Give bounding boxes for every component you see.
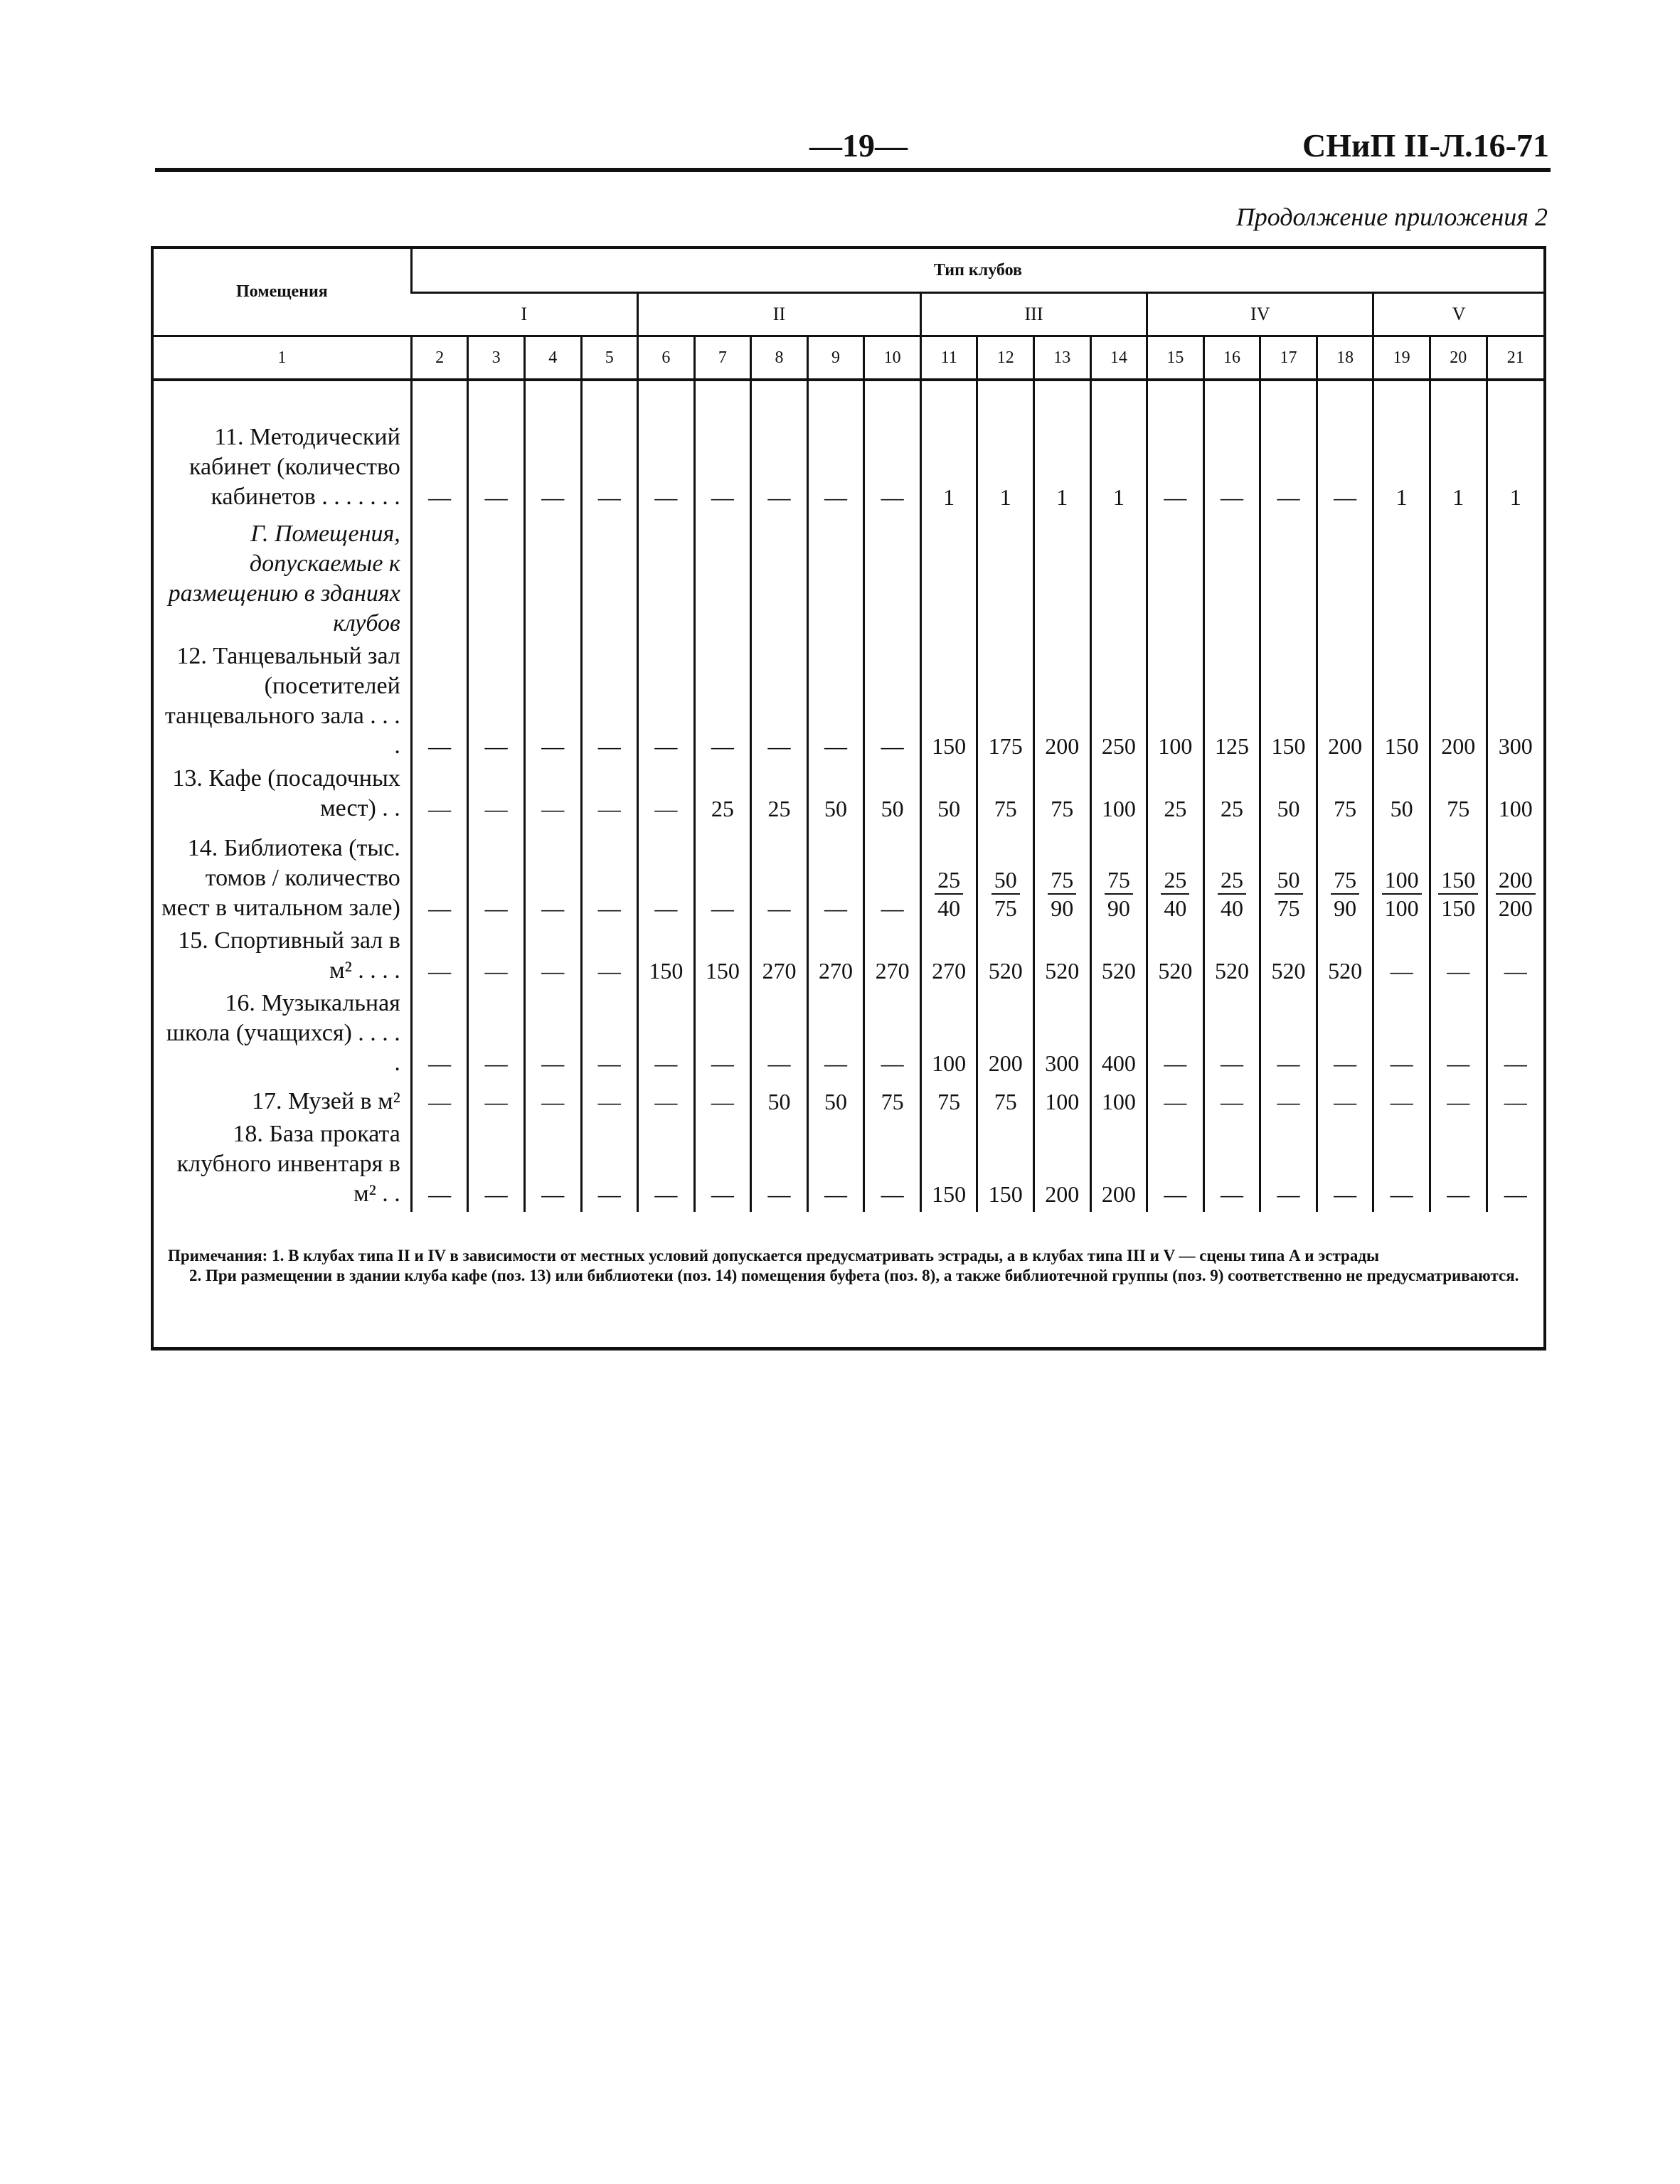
value-cell: 50: [807, 764, 864, 826]
value-cell: 150: [920, 641, 977, 764]
table-row: [154, 826, 1543, 926]
empty-cell: [1430, 515, 1487, 641]
value-cell: —: [468, 1119, 525, 1212]
value-cell: 100: [1090, 764, 1147, 826]
value-cell: —: [864, 641, 921, 764]
column-number: 16: [1203, 336, 1260, 380]
value-cell: —: [1373, 926, 1430, 989]
value-cell: —: [581, 764, 638, 826]
rooms-column-header: Помещения: [154, 249, 411, 336]
value-cell: —: [411, 989, 468, 1081]
value-cell: [1317, 826, 1373, 926]
value-cell: [1203, 826, 1260, 926]
value-cell: [1260, 826, 1317, 926]
fraction-denominator: 75: [1277, 895, 1300, 921]
value-cell: 400: [1090, 989, 1147, 1081]
value-cell: —: [468, 826, 525, 926]
column-number: 1: [154, 336, 411, 380]
empty-cell: [638, 515, 695, 641]
fraction-numerator: 25: [1218, 866, 1246, 895]
value-cell: —: [1147, 989, 1204, 1081]
value-cell: 75: [864, 1081, 921, 1119]
value-cell: 25: [1147, 764, 1204, 826]
value-cell: —: [751, 1119, 808, 1212]
column-number: 8: [751, 336, 808, 380]
value-cell: —: [524, 764, 581, 826]
value-cell: —: [468, 380, 525, 515]
value-cell: —: [694, 1119, 751, 1212]
value-cell: 520: [1260, 926, 1317, 989]
value-cell: 100: [1034, 1081, 1091, 1119]
value-cell: 1: [977, 380, 1034, 515]
value-cell: —: [1487, 1119, 1543, 1212]
club-type-header: V: [1373, 293, 1543, 336]
value-cell: —: [1430, 926, 1487, 989]
value-cell: —: [638, 380, 695, 515]
value-cell: 50: [920, 764, 977, 826]
value-cell: 150: [638, 926, 695, 989]
value-cell: —: [807, 989, 864, 1081]
value-cell: 1: [1090, 380, 1147, 515]
column-number: 3: [468, 336, 525, 380]
column-number: 5: [581, 336, 638, 380]
value-cell: 75: [1034, 764, 1091, 826]
value-cell: —: [1260, 1119, 1317, 1212]
note-1: Примечания: 1. В клубах типа II и IV в зависимости от местных условий допускается предусматривать эстрады, а в клубах типа III и V — сцены типа А и эстрады: [168, 1247, 1379, 1264]
column-number: 20: [1430, 336, 1487, 380]
value-cell: —: [694, 826, 751, 926]
value-cell: —: [581, 1081, 638, 1119]
value-cell: —: [638, 826, 695, 926]
empty-cell: [1203, 515, 1260, 641]
fraction-denominator: 90: [1334, 895, 1357, 921]
value-cell: —: [1373, 1081, 1430, 1119]
value-cell: —: [1430, 1081, 1487, 1119]
fraction: [991, 866, 1020, 922]
value-cell: —: [638, 989, 695, 1081]
table-row: [154, 1119, 1543, 1212]
value-cell: —: [524, 826, 581, 926]
value-cell: —: [1317, 1081, 1373, 1119]
column-number: 12: [977, 336, 1034, 380]
empty-cell: [524, 515, 581, 641]
table-row: [154, 764, 1543, 826]
fraction: [1496, 866, 1536, 922]
value-cell: —: [524, 1081, 581, 1119]
value-cell: —: [1147, 1119, 1204, 1212]
value-cell: 25: [751, 764, 808, 826]
rooms-table: [154, 249, 1543, 1212]
value-cell: [977, 826, 1034, 926]
club-type-header: II: [638, 293, 921, 336]
value-cell: —: [1317, 989, 1373, 1081]
value-cell: 200: [1317, 641, 1373, 764]
fraction-numerator: 75: [1331, 866, 1359, 895]
fraction-numerator: 200: [1496, 866, 1536, 895]
empty-cell: [1260, 515, 1317, 641]
value-cell: —: [411, 641, 468, 764]
column-number: 13: [1034, 336, 1091, 380]
value-cell: —: [1430, 989, 1487, 1081]
value-cell: —: [1260, 380, 1317, 515]
value-cell: —: [864, 989, 921, 1081]
fraction-numerator: 150: [1438, 866, 1478, 895]
value-cell: 520: [1034, 926, 1091, 989]
value-cell: —: [864, 380, 921, 515]
value-cell: 520: [977, 926, 1034, 989]
value-cell: [1487, 826, 1543, 926]
empty-cell: [977, 515, 1034, 641]
value-cell: 25: [694, 764, 751, 826]
column-number: 21: [1487, 336, 1543, 380]
notes: [168, 1246, 1519, 1286]
value-cell: 250: [1090, 641, 1147, 764]
value-cell: 520: [1203, 926, 1260, 989]
value-cell: —: [468, 926, 525, 989]
room-name: 16. Музыкальная школа (учащихся) . . . . .: [166, 990, 400, 1076]
value-cell: —: [581, 989, 638, 1081]
column-number: 17: [1260, 336, 1317, 380]
empty-cell: [468, 515, 525, 641]
value-cell: —: [581, 1119, 638, 1212]
value-cell: —: [694, 380, 751, 515]
value-cell: 150: [977, 1119, 1034, 1212]
fraction: [1382, 866, 1422, 922]
value-cell: —: [807, 826, 864, 926]
value-cell: 100: [1487, 764, 1543, 826]
value-cell: —: [468, 764, 525, 826]
room-name: 14. Библиотека (тыс. томов / количество мест в читальном зале): [161, 835, 400, 921]
value-cell: 1: [1034, 380, 1091, 515]
header-rule: [155, 168, 1551, 172]
table-body: [154, 380, 1543, 1212]
fraction-numerator: 75: [1048, 866, 1076, 895]
value-cell: 75: [977, 764, 1034, 826]
value-cell: —: [411, 764, 468, 826]
column-numbers-row: [154, 336, 1543, 380]
value-cell: —: [807, 380, 864, 515]
table-row: [154, 989, 1543, 1081]
fraction-denominator: 90: [1107, 895, 1130, 921]
value-cell: 175: [977, 641, 1034, 764]
value-cell: —: [638, 641, 695, 764]
value-cell: —: [468, 641, 525, 764]
club-type-header: III: [920, 293, 1147, 336]
value-cell: 50: [864, 764, 921, 826]
table-row: [154, 515, 1543, 641]
value-cell: 200: [1430, 641, 1487, 764]
table-row: [154, 380, 1543, 515]
empty-cell: [1147, 515, 1204, 641]
value-cell: —: [411, 926, 468, 989]
value-cell: 300: [1034, 989, 1091, 1081]
value-cell: —: [1373, 989, 1430, 1081]
table-row: [154, 926, 1543, 989]
empty-cell: [694, 515, 751, 641]
page-number: —19—: [809, 127, 908, 164]
value-cell: [1430, 826, 1487, 926]
table-row: [154, 1081, 1543, 1119]
value-cell: —: [1487, 926, 1543, 989]
value-cell: —: [411, 826, 468, 926]
value-cell: [1034, 826, 1091, 926]
value-cell: —: [807, 1119, 864, 1212]
column-number: 10: [864, 336, 921, 380]
fraction-denominator: 40: [1220, 895, 1243, 921]
value-cell: [920, 826, 977, 926]
fraction: [1275, 866, 1303, 922]
value-cell: 520: [1147, 926, 1204, 989]
value-cell: —: [581, 826, 638, 926]
value-cell: 520: [1090, 926, 1147, 989]
value-cell: —: [1487, 989, 1543, 1081]
value-cell: [1090, 826, 1147, 926]
fraction-numerator: 50: [991, 866, 1020, 895]
note-2: 2. При размещении в здании клуба кафе (поз. 13) или библиотеки (поз. 14) помещения буфета (поз. 8), а также библиотечной группы (поз. 9) соответственно не предусматриваются.: [189, 1267, 1519, 1284]
fraction-numerator: 50: [1275, 866, 1303, 895]
value-cell: 100: [1147, 641, 1204, 764]
value-cell: —: [411, 1081, 468, 1119]
value-cell: —: [1317, 380, 1373, 515]
value-cell: —: [1203, 380, 1260, 515]
column-number: 19: [1373, 336, 1430, 380]
value-cell: 270: [920, 926, 977, 989]
value-cell: 75: [1317, 764, 1373, 826]
value-cell: —: [1373, 1119, 1430, 1212]
section-heading: Г. Помещения, допускаемые к размещению в зданиях клубов: [168, 521, 400, 636]
fraction-numerator: 100: [1382, 866, 1422, 895]
value-cell: 150: [920, 1119, 977, 1212]
value-cell: 150: [1373, 641, 1430, 764]
empty-cell: [751, 515, 808, 641]
column-number: 2: [411, 336, 468, 380]
value-cell: 150: [1260, 641, 1317, 764]
value-cell: —: [1203, 1119, 1260, 1212]
document-code: СНиП II-Л.16-71: [1302, 127, 1549, 164]
value-cell: —: [1430, 1119, 1487, 1212]
room-name: 13. Кафе (посадочных мест) . .: [172, 765, 400, 821]
empty-cell: [1487, 515, 1543, 641]
value-cell: —: [1260, 989, 1317, 1081]
value-cell: —: [411, 1119, 468, 1212]
fraction-denominator: 200: [1498, 895, 1533, 921]
value-cell: —: [1203, 1081, 1260, 1119]
fraction: [935, 866, 963, 922]
value-cell: 100: [920, 989, 977, 1081]
value-cell: 150: [694, 926, 751, 989]
value-cell: 1: [1373, 380, 1430, 515]
value-cell: 200: [1034, 641, 1091, 764]
column-number: 14: [1090, 336, 1147, 380]
value-cell: 520: [1317, 926, 1373, 989]
value-cell: —: [524, 926, 581, 989]
fraction-denominator: 40: [1164, 895, 1187, 921]
fraction: [1218, 866, 1246, 922]
value-cell: —: [581, 926, 638, 989]
value-cell: —: [694, 1081, 751, 1119]
column-number: 15: [1147, 336, 1204, 380]
fraction: [1161, 866, 1189, 922]
value-cell: 200: [1090, 1119, 1147, 1212]
empty-cell: [581, 515, 638, 641]
value-cell: —: [581, 380, 638, 515]
value-cell: 75: [1430, 764, 1487, 826]
room-name: 18. База проката клубного инвентаря в м² . .: [176, 1121, 400, 1207]
value-cell: 25: [1203, 764, 1260, 826]
room-name: 15. Спортивный зал в м² . . . .: [178, 927, 400, 984]
value-cell: —: [751, 380, 808, 515]
value-cell: 300: [1487, 641, 1543, 764]
value-cell: —: [1317, 1119, 1373, 1212]
value-cell: —: [694, 641, 751, 764]
continuation-label: Продолжение приложения 2: [1235, 203, 1548, 231]
value-cell: —: [524, 1119, 581, 1212]
column-number: 9: [807, 336, 864, 380]
value-cell: 100: [1090, 1081, 1147, 1119]
value-cell: —: [1260, 1081, 1317, 1119]
room-name: 12. Танцевальный зал (посетителей танцевального зала . . . .: [164, 643, 400, 759]
fraction: [1331, 866, 1359, 922]
value-cell: —: [411, 380, 468, 515]
value-cell: 1: [1430, 380, 1487, 515]
fraction-denominator: 75: [994, 895, 1017, 921]
value-cell: —: [1147, 1081, 1204, 1119]
fraction: [1048, 866, 1076, 922]
fraction-denominator: 40: [937, 895, 961, 921]
empty-cell: [1317, 515, 1373, 641]
value-cell: —: [1487, 1081, 1543, 1119]
value-cell: —: [864, 826, 921, 926]
value-cell: —: [638, 1081, 695, 1119]
column-number: 7: [694, 336, 751, 380]
value-cell: —: [1203, 989, 1260, 1081]
value-cell: 270: [864, 926, 921, 989]
room-name: 17. Музей в м²: [251, 1088, 400, 1114]
value-cell: 125: [1203, 641, 1260, 764]
value-cell: 50: [1373, 764, 1430, 826]
fraction-denominator: 100: [1384, 895, 1419, 921]
value-cell: —: [1147, 380, 1204, 515]
value-cell: 270: [751, 926, 808, 989]
value-cell: —: [751, 989, 808, 1081]
value-cell: —: [581, 641, 638, 764]
value-cell: 50: [1260, 764, 1317, 826]
page-header: [155, 127, 1549, 169]
empty-cell: [1090, 515, 1147, 641]
value-cell: [1373, 826, 1430, 926]
value-cell: 200: [977, 989, 1034, 1081]
empty-cell: [920, 515, 977, 641]
value-cell: —: [807, 641, 864, 764]
empty-cell: [1034, 515, 1091, 641]
empty-cell: [1373, 515, 1430, 641]
value-cell: 200: [1034, 1119, 1091, 1212]
value-cell: 50: [751, 1081, 808, 1119]
value-cell: —: [694, 989, 751, 1081]
value-cell: 75: [977, 1081, 1034, 1119]
value-cell: 75: [920, 1081, 977, 1119]
value-cell: 1: [920, 380, 977, 515]
value-cell: —: [864, 1119, 921, 1212]
column-number: 11: [920, 336, 977, 380]
value-cell: —: [751, 826, 808, 926]
fraction-numerator: 25: [935, 866, 963, 895]
value-cell: —: [524, 641, 581, 764]
fraction-denominator: 90: [1051, 895, 1074, 921]
fraction-numerator: 25: [1161, 866, 1189, 895]
club-type-header: I: [411, 293, 637, 336]
rooms-table-frame: [151, 246, 1546, 1350]
column-number: 18: [1317, 336, 1373, 380]
value-cell: [1147, 826, 1204, 926]
room-name: 11. Методический кабинет (количество кабинетов . . . . . . .: [188, 424, 400, 510]
fraction-numerator: 75: [1105, 866, 1133, 895]
value-cell: —: [638, 1119, 695, 1212]
fraction-denominator: 150: [1441, 895, 1476, 921]
value-cell: —: [751, 641, 808, 764]
club-type-header: IV: [1147, 293, 1373, 336]
empty-cell: [411, 515, 468, 641]
value-cell: 50: [807, 1081, 864, 1119]
value-cell: 1: [1487, 380, 1543, 515]
value-cell: —: [524, 989, 581, 1081]
value-cell: —: [468, 1081, 525, 1119]
bottom-rule: [151, 1347, 1546, 1351]
fraction: [1438, 866, 1478, 922]
empty-cell: [864, 515, 921, 641]
value-cell: —: [468, 989, 525, 1081]
value-cell: 270: [807, 926, 864, 989]
club-types-header: Тип клубов: [411, 249, 1543, 293]
value-cell: —: [638, 764, 695, 826]
column-number: 6: [638, 336, 695, 380]
fraction: [1105, 866, 1133, 922]
table-row: [154, 641, 1543, 764]
empty-cell: [807, 515, 864, 641]
column-number: 4: [524, 336, 581, 380]
value-cell: —: [524, 380, 581, 515]
